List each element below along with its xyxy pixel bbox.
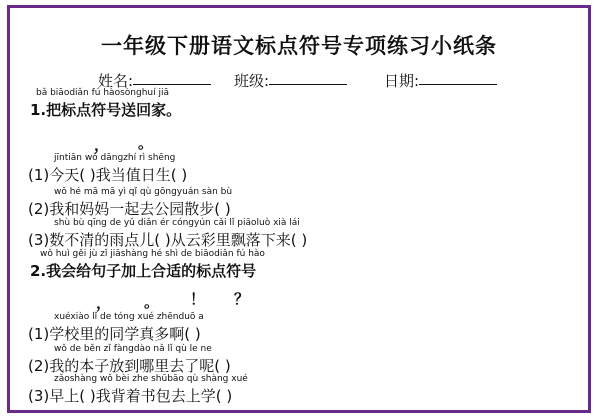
page-title: 一年级下册语文标点符号专项练习小纸条 <box>101 34 497 58</box>
punct-period: 。 <box>138 134 154 152</box>
punct-exclamation: ！ <box>190 290 206 308</box>
punct-question: ？ <box>234 290 250 308</box>
exercise-item[interactable]: (1)学校里的同学真多啊( ) <box>28 325 201 343</box>
item-pinyin: wǒ de běn zǐ fàngdào nǎ lǐ qù le ne <box>54 344 212 354</box>
class-field[interactable]: 班级: <box>234 70 269 91</box>
exercise-item[interactable]: (2)我的本子放到哪里去了呢( ) <box>28 357 231 375</box>
exercise-item[interactable]: (3)早上( )我背着书包去上学( ) <box>28 387 233 405</box>
date-blank[interactable] <box>419 70 497 85</box>
section2-heading: 2.我会给句子加上合适的标点符号 <box>30 262 257 280</box>
item-pinyin: jīntiān wǒ dāngzhí rì shēng <box>54 153 176 163</box>
exercise-item[interactable]: (1)今天( )我当值日生( ) <box>28 166 188 184</box>
item-pinyin: zǎoshàng wǒ bèi zhe shūbāo qù shàng xué <box>54 374 248 384</box>
punct-comma: ， <box>94 136 110 154</box>
name-blank[interactable] <box>133 70 211 85</box>
section2-pinyin: wǒ huì gěi jù zǐ jiāshàng hé shì de biāodiǎn fú hào <box>40 249 265 259</box>
name-field[interactable]: 姓名: <box>98 70 133 91</box>
date-field[interactable]: 日期: <box>384 70 419 91</box>
punct-period: 。 <box>144 293 160 311</box>
item-pinyin: xuéxiào lǐ de tóng xué zhēnduō a <box>54 312 204 322</box>
section1-pinyin: bǎ biāodiǎn fú hàosònghuí jiā <box>36 88 169 98</box>
section1-heading: 1.把标点符号送回家。 <box>30 101 182 119</box>
exercise-item[interactable]: (2)我和妈妈一起去公园散步( ) <box>28 200 231 218</box>
item-pinyin: shù bù qīng de yǔ diǎn ér cóngyún cǎi lǐ piāoluò xià lái <box>54 218 300 228</box>
exercise-item[interactable]: (3)数不清的雨点儿( )从云彩里飘落下来( ) <box>28 231 308 249</box>
punct-comma: ， <box>96 294 112 312</box>
class-blank[interactable] <box>269 70 347 85</box>
worksheet <box>7 5 591 413</box>
item-pinyin: wǒ hé mā mā yì qǐ qù gōngyuán sàn bù <box>54 187 233 197</box>
